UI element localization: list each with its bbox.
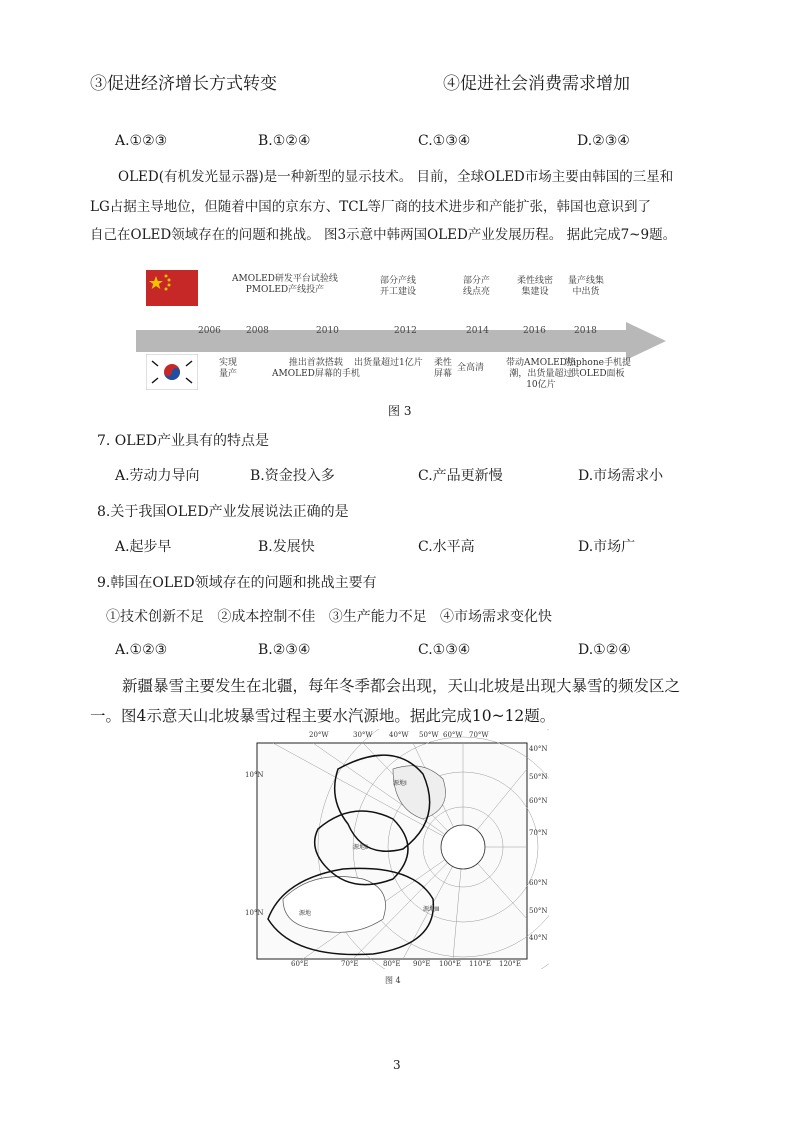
q7-choice-d: D.市场需求小 [578,468,664,484]
q6-choice-d: D.②③④ [577,133,630,149]
korea-event: 带动AMOLED热 潮，出货量超过 10亿片 [506,358,576,390]
china-flag-icon [146,270,198,306]
year-label: 2014 [466,326,489,336]
lat-label: 50°N [529,773,548,781]
lat-label: 70°N [529,829,548,837]
lat-label: 60°N [529,879,548,887]
passage-line: 自己在OLED领域存在的问题和挑战。 图3示意中韩两国OLED产业发展历程。 据此完成7~9题。 [90,227,677,243]
lon-label: 80°E [383,960,401,968]
lon-label: 60°W [443,731,463,739]
year-label: 2008 [246,326,269,336]
option-3: ③促进经济增长方式转变 [90,74,277,94]
lat-label: 40°N [529,745,548,753]
q7-choice-b: B.资金投入多 [250,468,335,484]
lat-label: 40°N [529,934,548,942]
q7-choice-c: C.产品更新慢 [418,468,503,484]
lon-label: 120°E [499,960,521,968]
china-event: 量产线集 中出货 [568,276,605,297]
year-label: 2006 [198,326,221,336]
korea-event: 实现 量产 [219,358,238,379]
year-label: 2010 [316,326,339,336]
option-4: ④促进社会消费需求增加 [443,74,630,94]
q9-stem: 9.韩国在OLED领域存在的问题和挑战主要有 [97,575,377,591]
q9-items: ①技术创新不足 ②成本控制不佳 ③生产能力不足 ④市场需求变化快 [106,609,553,625]
korea-event: 推出首款搭载 AMOLED屏幕的手机 [272,358,360,379]
lat-label: 60°N [529,797,548,805]
q7-stem: 7. OLED产业具有的特点是 [97,433,270,449]
map-region-label: 源地 [299,910,312,917]
lon-label: 20°W [309,731,329,739]
passage-line: 新疆暴雪主要发生在北疆，每年冬季都会出现，天山北坡是出现大暴雪的频发区之 [122,677,681,695]
passage-line: OLED(有机发光显示器)是一种新型的显示技术。 目前，全球OLED市场主要由韩国的三星和 [118,169,674,185]
map-region-label: 源地Ⅱ [353,844,368,851]
map-region-label: 源地Ⅲ [423,906,440,913]
q7-choice-a: A.劳动力导向 [115,468,200,484]
lon-label: 110°E [469,960,491,968]
lat-label: 10°N [245,909,264,917]
lon-label: 70°W [469,731,489,739]
figure-3-caption: 图 3 [388,404,412,418]
year-label: 2012 [394,326,417,336]
map-region-label: 源地Ⅰ [393,780,407,787]
korea-event: 为iphone手机提 供OLED面板 [564,358,631,379]
figure-4-map [243,729,549,989]
lon-label: 30°W [353,731,373,739]
korea-event: 出货量超过1亿片 [354,358,423,368]
figure-3-timeline [136,268,666,398]
q9-choice-a: A.①②③ [115,642,168,658]
page-number: 3 [393,1058,401,1072]
q9-choice-d: D.①②④ [578,642,631,658]
passage-line: 一。图4示意天山北坡暴雪过程主要水汽源地。据此完成10~12题。 [90,707,556,725]
china-event: AMOLED研发平台试验线 PMOLED产线投产 [232,274,338,295]
year-label: 2016 [523,326,546,336]
polar-region [441,825,485,869]
lon-label: 50°W [419,731,439,739]
q8-choice-a: A.起步早 [115,539,172,555]
lat-label: 50°N [529,907,548,915]
lon-label: 60°E [291,960,309,968]
q6-choice-b: B.①②④ [258,133,311,149]
q9-choice-b: B.②③④ [258,642,311,658]
lon-label: 40°W [389,731,409,739]
lat-label: 10°N [245,771,264,779]
figure-4-caption: 图 4 [385,976,401,985]
year-label: 2018 [574,326,597,336]
q8-stem: 8.关于我国OLED产业发展说法正确的是 [97,504,349,520]
korea-event: 全高清 [457,363,485,373]
china-event: 部分产 线点亮 [463,276,491,297]
q8-choice-d: D.市场广 [578,539,636,555]
lon-label: 90°E [413,960,431,968]
q8-choice-c: C.水平高 [418,539,475,555]
q6-choice-c: C.①③④ [418,133,471,149]
q9-choice-c: C.①③④ [418,642,471,658]
china-event: 柔性线密 集建设 [517,276,554,297]
korea-flag-icon [146,354,198,390]
passage-line: LG占据主导地位，但随着中国的京东方、TCL等厂商的技术进步和产能扩张，韩国也意识到了 [90,199,652,215]
lon-label: 70°E [341,960,359,968]
lon-label: 100°E [439,960,461,968]
china-event: 部分产线 开工建设 [380,276,417,297]
water-vapor-source-map [243,729,549,969]
q6-choice-a: A.①②③ [115,133,168,149]
korea-event: 柔性 屏幕 [434,358,453,379]
q8-choice-b: B.发展快 [258,539,315,555]
